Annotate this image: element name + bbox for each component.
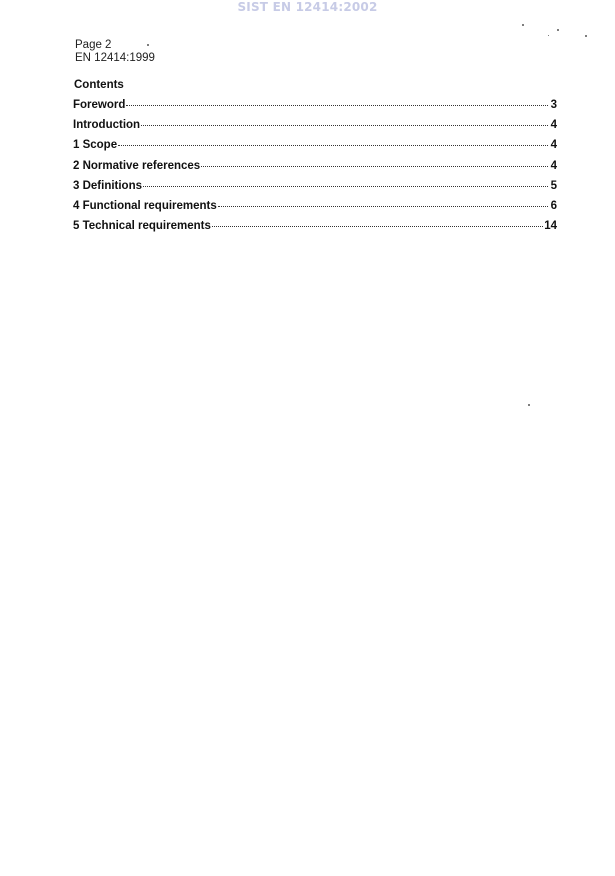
toc-entry-foreword[interactable]	[73, 99, 557, 119]
toc-entry-technical-requirements[interactable]	[73, 220, 557, 240]
toc-entry-introduction[interactable]	[73, 119, 557, 139]
scan-speck	[585, 35, 587, 37]
toc-entry-page: 14	[544, 220, 557, 233]
toc-entry-page: 4	[550, 119, 557, 132]
toc-entry-functional-requirements[interactable]	[73, 200, 557, 220]
page-header	[75, 39, 155, 65]
toc-entry-page: 6	[550, 199, 557, 212]
toc-entry-title: 1 Scope	[73, 139, 118, 152]
toc-entry-title: 5 Technical requirements	[73, 220, 211, 233]
toc-entry-page: 4	[550, 139, 557, 152]
toc-entry-title: 2 Normative references	[73, 159, 201, 172]
standard-id: EN 12414:1999	[75, 52, 155, 64]
watermark-text: SIST EN 12414:2002	[237, 0, 378, 14]
toc-entry-title: 3 Definitions	[73, 179, 143, 192]
toc-entry-scope[interactable]	[73, 139, 557, 159]
scan-speck	[528, 404, 530, 406]
toc-entry-title: Foreword	[73, 99, 126, 111]
toc-dot-leader	[126, 104, 548, 106]
toc-dot-leader	[118, 144, 548, 146]
scan-speck	[557, 29, 559, 31]
toc-dot-leader	[143, 185, 548, 187]
toc-entry-page: 4	[550, 159, 557, 172]
toc-entry-page: 3	[550, 99, 557, 111]
toc-dot-leader	[141, 124, 548, 126]
toc-entry-definitions[interactable]	[73, 180, 557, 200]
scan-speck	[147, 44, 149, 46]
toc-entry-title: 4 Functional requirements	[73, 199, 217, 212]
scan-speck	[548, 35, 549, 36]
page-number-label: Page 2	[75, 39, 112, 51]
table-of-contents	[73, 99, 557, 240]
toc-dot-leader	[201, 165, 548, 167]
toc-entry-page: 5	[550, 179, 557, 192]
toc-entry-title: Introduction	[73, 119, 141, 132]
scan-speck	[522, 24, 524, 26]
toc-entry-normative-references[interactable]	[73, 160, 557, 180]
toc-dot-leader	[218, 205, 548, 207]
contents-heading: Contents	[74, 79, 124, 91]
toc-dot-leader	[212, 225, 543, 227]
